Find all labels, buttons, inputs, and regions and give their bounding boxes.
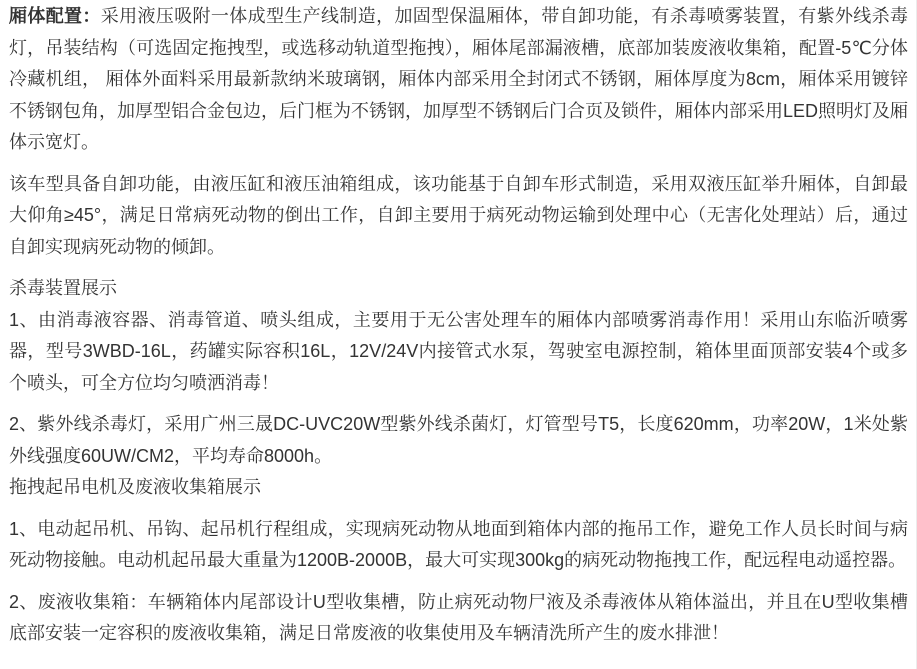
text-run: 1、电动起吊机、吊钩、起吊机行程组成，实现病死动物从地面到箱体内部的拖吊工作，避免工作人员长时间与病死动物接触。电动机起吊最大重量为1200B-2000B，最大可实现300kg的病死动物拖拽工作，配远程电动遥控器。 bbox=[9, 518, 908, 570]
text-run: 1、由消毒液容器、消毒管道、喷头组成，主要用于无公害处理车的厢体内部喷雾消毒作用！采用山东临沂喷雾器，型号3WBD-16L，药罐实际容积16L，12V/24V内接管式水泵，驾驶室电源控制，箱体里面顶部安装4个或多个喷头，可全方位均匀喷洒消毒！ bbox=[9, 309, 908, 393]
text-run: 杀毒装置展示 bbox=[9, 278, 117, 298]
sprayer-text bbox=[9, 305, 908, 400]
text-run: 2、废液收集箱：车辆箱体内尾部设计U型收集槽，防止病死动物尸液及杀毒液体从箱体溢出，并且在U型收集槽底部安装一定容积的废液收集箱，满足日常废液的收集使用及车辆清洗所产生的废水排泄！ bbox=[9, 591, 908, 643]
electric-hoist-paragraph bbox=[9, 514, 908, 577]
self-dump-text bbox=[9, 169, 908, 264]
paragraph-label: 厢体配置： bbox=[9, 6, 101, 26]
self-dump-paragraph bbox=[9, 169, 908, 264]
text-run: 该车型具备自卸功能，由液压缸和液压油箱组成，该功能基于自卸车形式制造，采用双液压缸举升厢体，自卸最大仰角≥45°，满足日常病死动物的倒出工作，自卸主要用于病死动物运输到处理中心（无害化处理站）后，通过自卸实现病死动物的倾卸。 bbox=[9, 173, 908, 257]
disinfection-section-label bbox=[9, 273, 908, 305]
box-config-text bbox=[9, 1, 908, 159]
text-run: 采用液压吸附一体成型生产线制造，加固型保温厢体，带自卸功能，有杀毒喷雾装置，有紫外线杀毒灯，吊装结构（可选固定拖拽型，或选移动轨道型拖拽），厢体尾部漏液槽，底部加装废液收集箱，配置-5℃分体冷藏机组， 厢体外面料采用最新款纳米玻璃钢，厢体内部采用全封闭式不锈钢，厢体厚度为8cm，厢体采用镀锌不锈钢包角，加厚型铝合金包边，后门框为不锈钢，加厚型不锈钢后门合页及锁件，厢体内部采用LED照明灯及厢体示宽灯。 bbox=[9, 6, 909, 152]
waste-liquid-box-paragraph bbox=[9, 587, 908, 650]
waste-liquid-box-text bbox=[9, 587, 908, 650]
uv-lamp-section bbox=[9, 409, 908, 504]
electric-hoist-text bbox=[9, 514, 908, 577]
hoist-section-label bbox=[9, 472, 908, 504]
uv-lamp-text bbox=[9, 409, 908, 472]
text-run: 拖拽起吊电机及废液收集箱展示 bbox=[9, 477, 261, 497]
box-config-paragraph bbox=[9, 1, 908, 159]
text-run: 2、紫外线杀毒灯，采用广州三晟DC-UVC20W型紫外线杀菌灯，灯管型号T5，长度620mm，功率20W，1米处紫外线强度60UW/CM2，平均寿命8000h。 bbox=[9, 414, 908, 466]
disinfection-device-section bbox=[9, 273, 908, 399]
